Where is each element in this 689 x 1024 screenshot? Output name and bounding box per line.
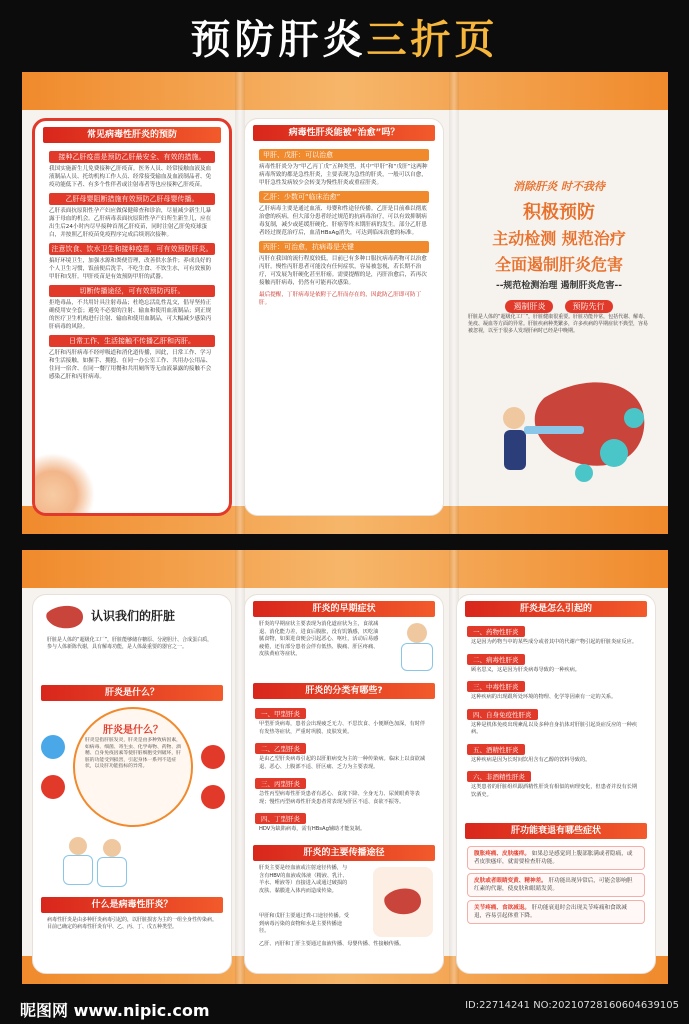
heart-icon xyxy=(201,745,225,769)
classification-heading: 肝炎的分类有哪些? xyxy=(253,683,435,699)
cover-text: 肝脏是人体的“超级化工厂”，肝脏健康很重要。肝脏功能异常，包括代谢、解毒、免疫、凝血等方面的异常。肝脏疾病种类繁多，许多疾病的早期症状不典型，容易被忽视，以至于很多人发现肝病时已经是中晚期。 xyxy=(468,314,649,334)
blood-drop-icon xyxy=(201,785,225,809)
cure-heading: 病毒性肝炎能被“治愈”吗？ xyxy=(253,125,435,141)
viral-hepatitis-text: 病毒性肝炎是由多种肝炎病毒引起的，以肝脏损害为主的一组全身性传染病。目前已确定的病毒性肝炎有甲、乙、丙、丁、戊五种类型。 xyxy=(47,917,218,930)
cover-slogan: --规范检测治理 遏制肝炎危害-- xyxy=(495,281,623,291)
section-bar: 乙肝母婴阻断措施有效预防乙肝母婴传播。 xyxy=(49,193,215,205)
transmission-heading: 肝炎的主要传播途径 xyxy=(253,845,435,861)
section-text: 丙肝在我国的流行程度较低，目前已有多种口服抗病毒药物可以治愈丙肝。慢性丙肝患者可能没有任何症状，容易被忽视，若长期不治疗，可发展为肝硬化甚至肝癌。需要提醒的是，丙肝治愈后，若再次接触丙肝病毒，仍然有可能再次感染。 xyxy=(259,256,427,286)
info-circle xyxy=(73,707,193,827)
symptom-text: 肝功能衰退时会出现关节疼痛和食欲减退，容易引起体重下降。 xyxy=(474,905,627,919)
transmission-text: 甲肝和戊肝主要通过粪-口途径传播。受到病毒污染的食物和水是主要传播途径。 xyxy=(259,913,350,934)
transmission-illustration xyxy=(373,867,433,937)
cover-panel xyxy=(454,118,664,508)
type-text: 甲型肝炎病毒，患者会出现疲乏无力、不思饮食、小便颜色加深，有时伴有发热等症状，严重时巩膜、皮肤发黄。 xyxy=(259,721,426,735)
cover-line4: 全面遏制肝炎危害 xyxy=(494,255,623,274)
section-text: 乙肝病毒主要是通过血液、母婴和性途径传播。乙肝是目前难以彻底治愈的疾病，但大部分患者经过规范的抗病毒治疗，可以有效抑制病毒复制，减少或延缓肝硬化、肝癌等终末期肝病的发生。部分乙肝患者经过规范治疗后，血清HBsAg消失，可达到临床治愈的标准。 xyxy=(259,206,427,236)
section-text: 搞好环境卫生，加强水源和粪便管理，改善供水条件；养成良好的个人卫生习惯，饭前便后洗手，不吃生食、不饮生水，可有效预防甲肝和戊肝。甲肝疫苗是有效预防甲肝的武器。 xyxy=(49,258,212,280)
brochure-inside xyxy=(22,550,668,984)
cause-bar: 五、酒精性肝炎 xyxy=(467,744,525,755)
symptom-text: 如果总是感觉到上腹部胀满或者隐痛，或者皮肤瘙痒，就需要检查肝功能。 xyxy=(474,851,633,865)
cause-text: 这类患者的肝脏组织跟酒精性肝炎有相似的病理变化，但患者并没有长期饮酒史。 xyxy=(471,784,638,798)
type-text: 急性丙型病毒性肝炎患者有恶心、食欲下降、全身无力、尿黄眼黄等表现；慢性丙型病毒性肝炎患者常表现为肝区不适、食欲不振等。 xyxy=(259,791,420,805)
early-symptoms-text: 肝炎的早期症状主要表现为消化道症状为主，食欲减退、消化能力差，进食后腹胀，没有饥饿感，厌吃油腻食物，如果进食便会引起恶心、呕吐，活动后易感疲倦，还有部分患者会伴有低热、腹痛、肝区疼痛、皮肤黄疸等症状。 xyxy=(259,621,379,657)
doctors-illustration xyxy=(63,837,133,887)
symptom-text: 肝功能出现异常后，可能会影响胆红素的代谢，使皮肤和眼睛发黄。 xyxy=(474,878,633,892)
title-main: 预防肝炎 xyxy=(190,17,367,63)
hepatitis-bar: 肝炎是什么？ xyxy=(41,685,223,701)
note-text: 最后提醒，丁肝病毒是依附于乙肝而存在的，因此防乙肝即可防丁肝。 xyxy=(259,292,422,306)
prevention-heading: 常见病毒性肝炎的预防 xyxy=(43,127,221,143)
circle-text: 肝炎是指肝脏发炎，肝炎是由多种致病因素，如病毒、细菌、寄生虫、化学毒物、药物、酒精、自身免疫因素等使肝脏细胞受到破坏，肝脏的功能受到损害，引起身体一系列不适症状，以及肝功能指标的异常。 xyxy=(85,738,181,769)
cause-text: 这种疾病的出现跟所处环境的物理、化学等因素有一定的关系。 xyxy=(471,694,617,700)
type-bar: 二、乙型肝炎 xyxy=(255,743,306,754)
type-text: 是由乙型肝炎病毒引起的以肝脏病变为主的一种传染病。临床上以食欲减退、恶心、上腹部不适、肝区痛、乏力为主要表现。 xyxy=(259,756,426,770)
symptoms-panel xyxy=(244,594,444,974)
title-highlight: 三折页 xyxy=(366,17,499,63)
liver-illustration xyxy=(484,358,654,498)
section-bar: 乙肝：少数可“临床治愈” xyxy=(259,191,429,203)
medicine-icon xyxy=(41,735,65,759)
symptom-card xyxy=(467,873,645,897)
first-aid-icon xyxy=(41,775,65,799)
symptom-card xyxy=(467,900,645,924)
pill-label: 预防先行 xyxy=(565,300,613,313)
viral-hepatitis-bar: 什么是病毒性肝炎？ xyxy=(41,897,223,913)
cause-bar: 三、中毒性肝炎 xyxy=(467,681,525,692)
section-bar: 日常工作、生活接触不传播乙肝和丙肝。 xyxy=(49,335,215,347)
section-text: 我国实施新生儿免费接种乙肝疫苗。医务人员、经常接触血液及血液制品人员、托幼机构工作人员、经常接受输血及血液制品者、免疫功能低下者、有多个性伴者或注射毒者等也应接种乙肝疫苗。 xyxy=(49,166,212,188)
section-text: 乙肝和丙肝病毒不经呼吸道和消化道传播，因此，日常工作、学习和生活接触，如握手、拥抱、在同一办公室工作、共用办公用品、住同一宿舍、在同一餐厅用餐和共用厕所等无血液暴露的接触不会感染乙肝和丙肝病毒。 xyxy=(49,350,212,380)
cause-bar: 六、非酒精性肝炎 xyxy=(467,771,531,782)
brochure-front xyxy=(22,72,668,534)
liver-icon xyxy=(43,601,87,635)
causes-panel xyxy=(456,594,656,974)
cure-panel xyxy=(244,118,444,516)
cover-line2: 积极预防 xyxy=(523,202,595,223)
cover-line3: 主动检测 规范治疗 xyxy=(492,229,626,248)
cause-text: 这种是机体免疫出现紊乱以及多种自身抗体对肝脏引起炎症反应的一种疾病。 xyxy=(471,721,638,735)
transmission-text: 乙肝、丙肝和丁肝主要通过血液传播、母婴传播、性接触传播。 xyxy=(259,941,405,947)
watermark-logo: 昵图网 www.nipic.com xyxy=(20,1001,210,1020)
decline-heading: 肝功能衰退有哪些症状 xyxy=(465,823,647,839)
cause-text: 这种疾病是因为长时间饮用含有乙醇的饮料导致的。 xyxy=(471,756,591,763)
early-symptoms-heading: 肝炎的早期症状 xyxy=(253,601,435,617)
cause-text: 这是因为药物当中的某些成分或者其中的代谢产物引起的肝脏炎症反应。 xyxy=(471,639,638,645)
causes-heading: 肝炎是怎么引起的 xyxy=(465,601,647,617)
liver-heading: 认识我们的肝脏 xyxy=(91,609,176,623)
symptom-card xyxy=(467,846,645,870)
flower-decoration xyxy=(35,453,95,513)
section-bar: 甲肝、戊肝：可以治愈 xyxy=(259,149,429,161)
cause-bar: 一、药物性肝炎 xyxy=(467,626,525,637)
section-bar: 接种乙肝疫苗是预防乙肝最安全、有效的措施。 xyxy=(49,151,215,163)
type-bar: 四、丁型肝炎 xyxy=(255,813,306,824)
section-bar: 切断传播途径，可有效预防丙肝。 xyxy=(49,285,215,297)
type-bar: 一、甲型肝炎 xyxy=(255,708,306,719)
orange-band-top xyxy=(22,72,668,110)
section-text: 拒绝毒品，不共用针具注射毒品；杜绝忘活乱性乱交，倡导坚持正确使用安全套；避免不必要的注射、输血和使用血液制品；到正规的医疗卫生机构进行注射、输血和使用血制品，可大幅减少感染丙肝病毒的风险。 xyxy=(49,300,212,330)
section-bar: 注意饮食、饮水卫生和接种疫苗，可有效预防肝炎。 xyxy=(49,243,215,255)
type-text: HDV为缺陷病毒，需有HBsAg辅助才能复制。 xyxy=(259,826,366,832)
type-bar: 三、丙型肝炎 xyxy=(255,778,306,789)
liver-text: 肝脏是人体的“超级化工厂”，肝脏能够储存糖原、分泌胆汁、合成蛋白质，参与人体新陈代谢，具有解毒功能，是人体最重要的器官之一。 xyxy=(47,637,213,650)
symptom-label: 关节疼痛、食欲减退。 xyxy=(474,905,530,911)
page-title xyxy=(0,8,689,65)
symptom-label: 腹胀疼痛、皮肤瘙痒。 xyxy=(474,851,530,857)
transmission-text: 肝炎主要是经血液或注射途径传播，与含有HBV的血液或体液（精液、乳汁、羊水、唾液等）直接进入或通过破损的皮肤、黏膜进入体内而造成传染。 xyxy=(259,865,348,894)
liver-panel xyxy=(32,594,232,974)
cause-bar: 二、病毒性肝炎 xyxy=(467,654,525,665)
watermark-id: ID:22714241 NO:20210728160604639105 xyxy=(465,1000,679,1011)
section-bar: 丙肝：可治愈，抗病毒是关键 xyxy=(259,241,429,253)
symptom-label: 皮肤或者眼睛变黄、精神差。 xyxy=(474,878,547,884)
circle-title: 肝炎是什么？ xyxy=(103,725,163,736)
doctor-illustration xyxy=(399,623,435,673)
cause-text: 顾名思义，这是因为肝炎病毒导致的一种疾病。 xyxy=(471,666,580,673)
orange-band-top xyxy=(22,550,668,588)
prevention-panel xyxy=(32,118,232,516)
cover-line1: 消除肝炎 时不我待 xyxy=(513,180,605,193)
section-text: 乙肝表面抗原阳性孕产妇应做保健筛查和诊治，尽量减少新生儿暴露于母血的机会。乙肝病毒表面抗原阳性孕产妇所生新生儿，应在出生后24小时内尽早接种首剂乙肝疫苗，同时注射乙肝免疫球蛋白，并按照乙肝疫苗免疫程序完成后续剂次接种。 xyxy=(49,208,212,238)
section-text: 病毒性肝炎分为“甲乙丙丁戊”五种类型，其中“甲肝”和“戊肝”这两种病毒所致的都是急性肝炎，主要表现为急性的肝炎，一般可以自愈，甲肝急性发病较少会转变为慢性肝炎或重症肝炎。 xyxy=(259,164,428,186)
pill-label: 遏制肝炎 xyxy=(505,300,553,313)
cause-bar: 四、自身免疫性肝炎 xyxy=(467,709,538,720)
